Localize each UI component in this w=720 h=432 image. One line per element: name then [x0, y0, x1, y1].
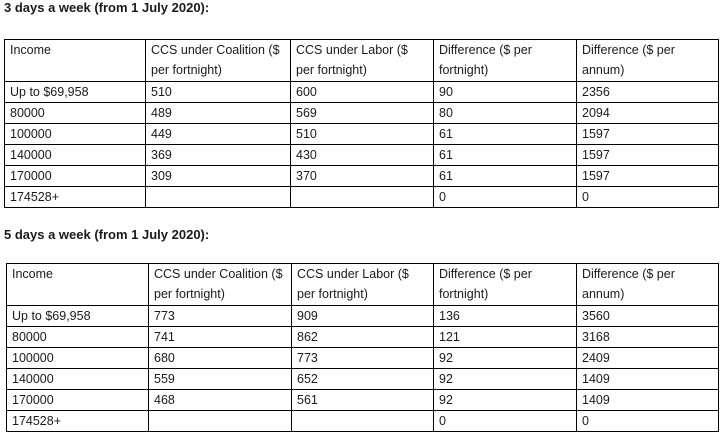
- table-cell: [292, 411, 434, 432]
- column-header: Difference ($ per fortnight): [434, 40, 577, 82]
- table-cell: 559: [149, 369, 292, 390]
- table-cell: 1409: [577, 390, 719, 411]
- table-cell: 2409: [577, 348, 719, 369]
- table-row: [7, 369, 719, 390]
- column-header: CCS under Labor ($ per fortnight): [291, 40, 434, 82]
- table-cell: 370: [291, 166, 434, 187]
- table-cell: 1597: [577, 145, 719, 166]
- column-header: Difference ($ per fortnight): [434, 264, 577, 306]
- table-cell: 61: [434, 145, 577, 166]
- table-cell: 1597: [577, 124, 719, 145]
- table-row: [7, 390, 719, 411]
- table-cell: 909: [292, 306, 434, 327]
- table-cell: 100000: [7, 348, 149, 369]
- table-cell: 3168: [577, 327, 719, 348]
- table-cell: 0: [434, 411, 577, 432]
- table-cell: 510: [146, 82, 291, 103]
- table-cell: 0: [577, 411, 719, 432]
- table-cell: 90: [434, 82, 577, 103]
- table-cell: 174528+: [7, 411, 149, 432]
- table-cell: 741: [149, 327, 292, 348]
- table-cell: Up to $69,958: [5, 82, 146, 103]
- table-cell: 174528+: [5, 187, 146, 208]
- table-cell: 309: [146, 166, 291, 187]
- table-cell: 121: [434, 327, 577, 348]
- table-row: [5, 124, 719, 145]
- table-cell: 430: [291, 145, 434, 166]
- column-header: Income: [7, 264, 149, 306]
- table-cell: 92: [434, 390, 577, 411]
- table-row: [5, 187, 719, 208]
- table-cell: 449: [146, 124, 291, 145]
- column-header: Difference ($ per annum): [577, 40, 719, 82]
- table-row: [7, 348, 719, 369]
- table-3-days: [4, 39, 719, 208]
- table-cell: 136: [434, 306, 577, 327]
- table-cell: 92: [434, 369, 577, 390]
- table-cell: 80: [434, 103, 577, 124]
- table-cell: 170000: [5, 166, 146, 187]
- table-row: [5, 103, 719, 124]
- column-header: CCS under Labor ($ per fortnight): [292, 264, 434, 306]
- table-row: [5, 145, 719, 166]
- table-cell: Up to $69,958: [7, 306, 149, 327]
- table-cell: 61: [434, 166, 577, 187]
- table-cell: 862: [292, 327, 434, 348]
- table-cell: 100000: [5, 124, 146, 145]
- table-header-row: [5, 40, 719, 82]
- table-cell: 369: [146, 145, 291, 166]
- table-cell: 773: [292, 348, 434, 369]
- table-cell: [146, 187, 291, 208]
- column-header: Difference ($ per annum): [577, 264, 719, 306]
- table-cell: 680: [149, 348, 292, 369]
- table-5-days: [6, 263, 719, 432]
- table-cell: 3560: [577, 306, 719, 327]
- table-row: [7, 327, 719, 348]
- table-cell: 489: [146, 103, 291, 124]
- table-row: [7, 306, 719, 327]
- table-cell: 61: [434, 124, 577, 145]
- column-header: Income: [5, 40, 146, 82]
- table-cell: 510: [291, 124, 434, 145]
- table-cell: 468: [149, 390, 292, 411]
- table-cell: 0: [577, 187, 719, 208]
- table-row: [7, 411, 719, 432]
- table-cell: 600: [291, 82, 434, 103]
- table-cell: 80000: [5, 103, 146, 124]
- table-cell: 1597: [577, 166, 719, 187]
- table-cell: [291, 187, 434, 208]
- table-cell: 80000: [7, 327, 149, 348]
- table-row: [5, 166, 719, 187]
- table-cell: 1409: [577, 369, 719, 390]
- table-cell: 561: [292, 390, 434, 411]
- table-cell: 2356: [577, 82, 719, 103]
- table-cell: 92: [434, 348, 577, 369]
- column-header: CCS under Coalition ($ per fortnight): [149, 264, 292, 306]
- table-cell: 140000: [7, 369, 149, 390]
- table-row: [5, 82, 719, 103]
- table-cell: [149, 411, 292, 432]
- table-cell: 773: [149, 306, 292, 327]
- table-cell: 0: [434, 187, 577, 208]
- table-header-row: [7, 264, 719, 306]
- section-heading-5-days: 5 days a week (from 1 July 2020):: [4, 227, 210, 242]
- section-heading-3-days: 3 days a week (from 1 July 2020):: [4, 0, 210, 15]
- column-header: CCS under Coalition ($ per fortnight): [146, 40, 291, 82]
- table-cell: 652: [292, 369, 434, 390]
- table-cell: 140000: [5, 145, 146, 166]
- table-cell: 569: [291, 103, 434, 124]
- table-cell: 2094: [577, 103, 719, 124]
- table-cell: 170000: [7, 390, 149, 411]
